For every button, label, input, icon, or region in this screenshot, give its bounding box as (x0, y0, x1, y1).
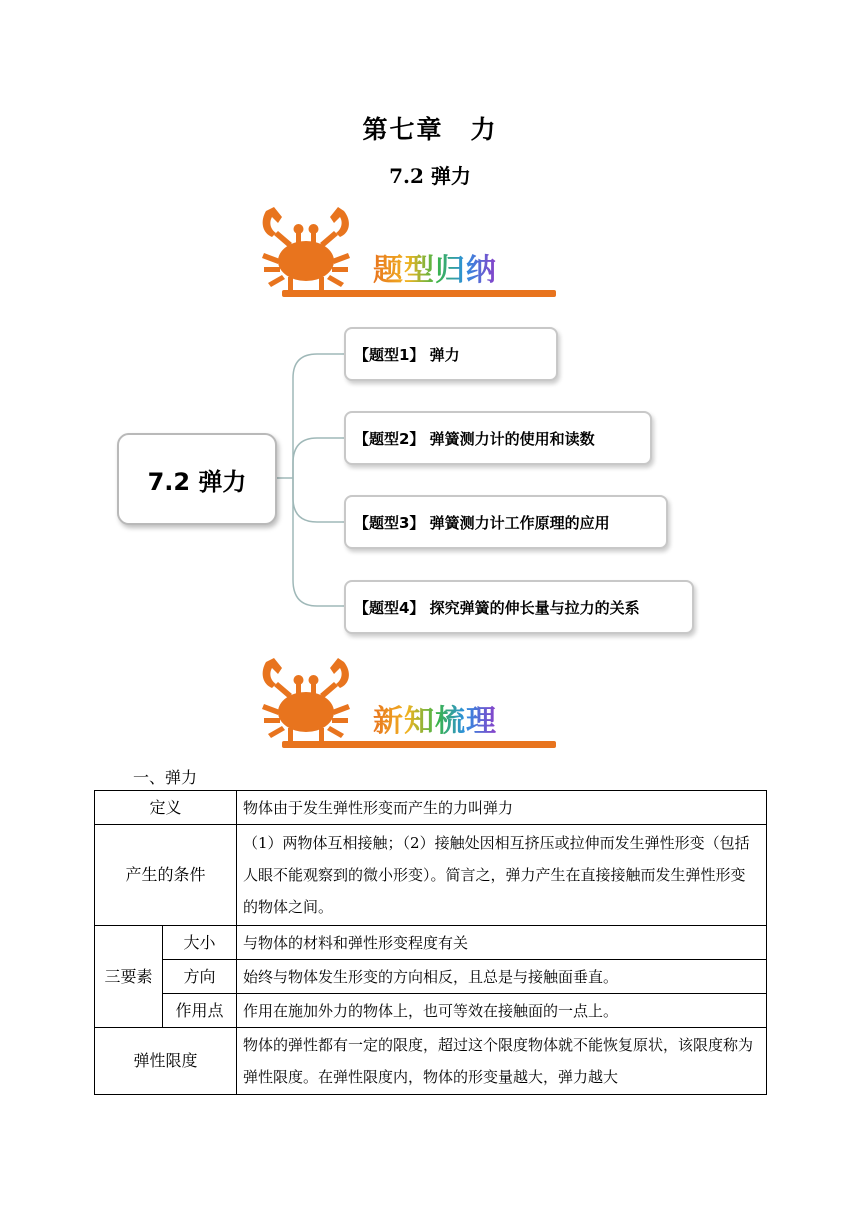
section-heading: 一、弹力 (133, 768, 198, 787)
limit-label: 弹性限度 (95, 1028, 237, 1095)
element-label: 作用点 (163, 994, 237, 1028)
table-row (95, 960, 767, 994)
chapter-title: 第七章 力 (362, 115, 498, 144)
table-row (95, 825, 767, 926)
table-row (95, 994, 767, 1028)
table-row (95, 791, 767, 825)
knowledge-banner (258, 654, 558, 754)
banner-title: 题型归纳 (373, 245, 497, 289)
elastic-force-table (94, 790, 767, 1095)
banner-underline (282, 290, 556, 297)
element-label: 大小 (163, 926, 237, 960)
conditions-label: 产生的条件 (95, 825, 237, 926)
crab-icon (258, 654, 358, 750)
types-banner (258, 203, 558, 303)
table-row (95, 1028, 767, 1095)
section-title: 7.2 弹力 (389, 164, 471, 188)
mind-map-node-type3: 【题型3】 弹簧测力计工作原理的应用 (344, 495, 668, 549)
three-elements-label: 三要素 (95, 926, 163, 1028)
definition-text: 物体由于发生弹性形变而产生的力叫弹力 (237, 791, 767, 825)
table-row (95, 926, 767, 960)
mind-map-node-type1: 【题型1】 弹力 (344, 327, 558, 381)
mind-map (110, 318, 710, 648)
mind-map-node-type2: 【题型2】 弹簧测力计的使用和读数 (344, 411, 652, 465)
mind-map-root: 7.2 弹力 (117, 433, 277, 525)
banner-title: 新知梳理 (373, 696, 497, 740)
element-text: 始终与物体发生形变的方向相反，且总是与接触面垂直。 (237, 960, 767, 994)
banner-underline (282, 741, 556, 748)
mind-map-node-type4: 【题型4】 探究弹簧的伸长量与拉力的关系 (344, 580, 694, 634)
conditions-text: （1）两物体互相接触；（2）接触处因相互挤压或拉伸而发生弹性形变（包括人眼不能观察到的微小形变）。简言之，弹力产生在直接接触而发生弹性形变的物体之间。 (237, 825, 767, 926)
definition-label: 定义 (95, 791, 237, 825)
element-text: 作用在施加外力的物体上，也可等效在接触面的一点上。 (237, 994, 767, 1028)
crab-icon (258, 203, 358, 299)
element-text: 与物体的材料和弹性形变程度有关 (237, 926, 767, 960)
limit-text: 物体的弹性都有一定的限度，超过这个限度物体就不能恢复原状，该限度称为弹性限度。在弹性限度内，物体的形变量越大，弹力越大 (237, 1028, 767, 1095)
element-label: 方向 (163, 960, 237, 994)
